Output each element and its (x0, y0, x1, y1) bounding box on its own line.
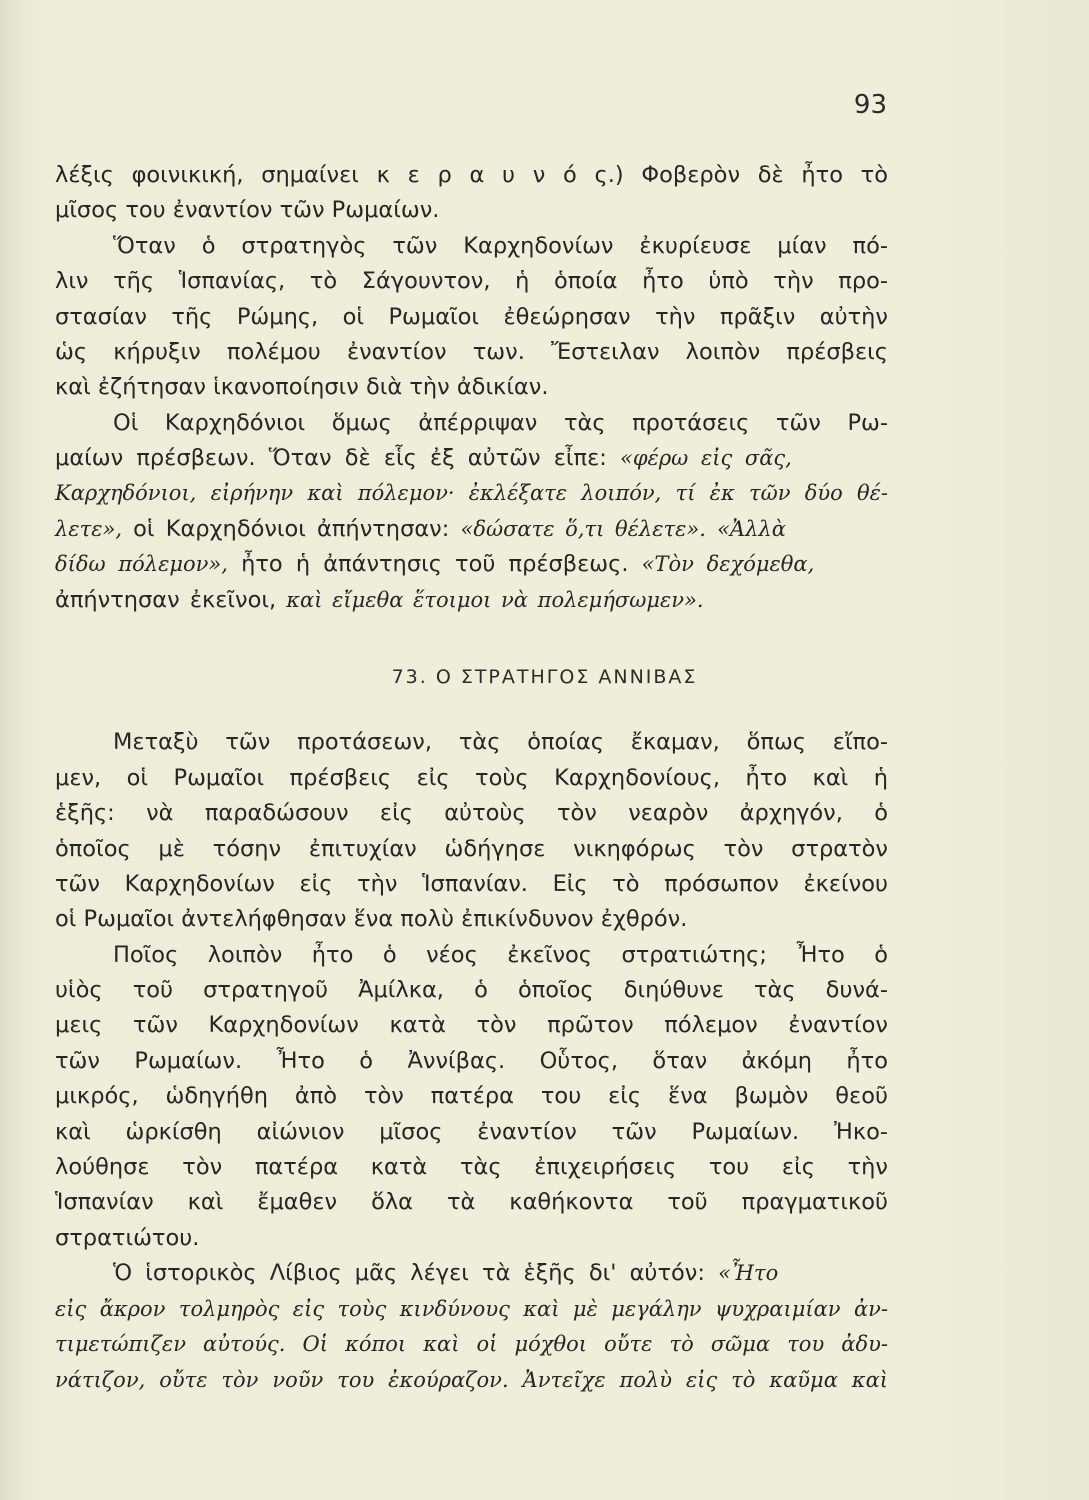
text-line: μῖσος του ἐναντίον τῶν Ρωμαίων. (55, 197, 440, 223)
text-line: λούθησε τὸν πατέρα κατὰ τὰς ἐπιχειρήσεις του εἰς τὴν (55, 1154, 888, 1180)
text-line: Ὅταν ὁ στρατηγὸς τῶν Καρχηδονίων ἐκυρίευσε μίαν πό- (113, 233, 888, 259)
text-line (55, 514, 888, 544)
text-line: υἱὸς τοῦ στρατηγοῦ Ἀμίλκα, ὁ ὁποῖος διηύθυνε τὰς δυνά- (55, 977, 888, 1003)
text-line: στασίαν τῆς Ρώμης, οἱ Ρωμαῖοι ἐθεώρησαν τὴν πρᾶξιν αὐτὴν (55, 304, 888, 330)
text-line: ἑξῆς: νὰ παραδώσουν εἰς αὐτοὺς τὸν νεαρὸν ἀρχηγόν, ὁ (55, 800, 888, 826)
text-line: τῶν Καρχηδονίων εἰς τὴν Ἱσπανίαν. Εἰς τὸ πρόσωπον ἐκείνου (55, 871, 888, 897)
text-line: τῶν Ρωμαίων. Ἦτο ὁ Ἀννίβας. Οὗτος, ὅταν ἀκόμη ἦτο (55, 1048, 888, 1074)
text-line: Ἱσπανίαν καὶ ἔμαθεν ὅλα τὰ καθήκοντα τοῦ πραγματικοῦ (55, 1189, 888, 1215)
quoted-speech: δίδω πόλεμον», (55, 552, 228, 576)
text-line: μεν, οἱ Ρωμαῖοι πρέσβεις εἰς τοὺς Καρχηδονίους, ἦτο καὶ ἡ (55, 765, 888, 791)
text-line (55, 443, 888, 473)
text-line: οἱ Ρωμαῖοι ἀντελήφθησαν ἕνα πολὺ ἐπικίνδυνον ἐχθρόν. (55, 906, 688, 932)
quoted-speech-line: τιμετώπιζεν αὐτούς. Οἱ κόποι καὶ οἱ μόχθοι οὔτε τὸ σῶμα του ἀδυ- (55, 1332, 888, 1356)
text-line: Οἱ Καρχηδόνιοι ὅμως ἀπέρριψαν τὰς προτάσεις τῶν Ρω- (113, 410, 888, 436)
quoted-speech-line: νάτιζον, οὔτε τὸν νοῦν του ἐκούραζον. Ἀντεῖχε πολὺ εἰς τὸ καῦμα καὶ (55, 1368, 888, 1392)
section-heading-text: 73. Ο ΣΤΡΑΤΗΓΟΣ ΑΝΝΙΒΑΣ (391, 666, 698, 688)
text-line (55, 549, 888, 579)
text-line: καὶ ὡρκίσθη αἰώνιον μῖσος ἐναντίον τῶν Ρωμαίων. Ἠκο- (55, 1119, 888, 1145)
text-run: Ὁ ἱστορικὸς Λίβιος μᾶς λέγει τὰ ἑξῆς δι' αὐτόν: (113, 1260, 705, 1286)
text-line: Ποῖος λοιπὸν ἦτο ὁ νέος ἐκεῖνος στρατιώτης; Ἦτο ὁ (113, 942, 888, 968)
text-line: στρατιώτου. (55, 1225, 200, 1251)
text-run: μαίων πρέσβεων. Ὅταν δὲ εἷς ἐξ αὐτῶν εἶπε: (55, 445, 607, 471)
text-line: λέξις φοινικική, σημαίνει κ ε ρ α υ ν ό ς.) Φοβερὸν δὲ ἦτο τὸ (55, 162, 888, 188)
text-line: λιν τῆς Ἱσπανίας, τὸ Σάγουντον, ἡ ὁποία ἦτο ὑπὸ τὴν προ- (55, 268, 888, 294)
text-line: μικρός, ὡδηγήθη ἀπὸ τὸν πατέρα του εἰς ἕνα βωμὸν θεοῦ (55, 1083, 888, 1109)
text-line (113, 1258, 888, 1288)
quoted-speech: λετε», (55, 517, 122, 541)
page-number: 93 (853, 90, 887, 120)
quoted-speech: «Ἦτο (718, 1261, 779, 1285)
quoted-speech: καὶ εἴμεθα ἕτοιμοι νὰ πολεμήσωμεν». (286, 588, 704, 612)
text-line: μεις τῶν Καρχηδονίων κατὰ τὸν πρῶτον πόλεμον ἐναντίον (55, 1012, 888, 1038)
quoted-speech-line: εἰς ἄκρον τολμηρὸς εἰς τοὺς κινδύνους καὶ μὲ μεγάλην ψυχραιμίαν ἀν- (55, 1297, 888, 1321)
text-run: οἱ Καρχηδόνιοι ἀπήντησαν: (133, 516, 450, 542)
quoted-speech-line: Καρχηδόνιοι, εἰρήνην καὶ πόλεμον· ἐκλέξατε λοιπόν, τί ἐκ τῶν δύο θέ- (55, 481, 888, 505)
quoted-speech: «Ἀλλὰ (717, 517, 786, 541)
text-line: Μεταξὺ τῶν προτάσεων, τὰς ὁποίας ἔκαμαν, ὅπως εἴπο- (113, 729, 888, 755)
text-run: ἦτο ἡ ἀπάντησις τοῦ πρέσβεως. (241, 551, 629, 577)
quoted-speech: «φέρω εἰς σᾶς, (620, 446, 792, 470)
text-run: ἀπήντησαν ἐκεῖνοι, (55, 587, 277, 613)
section-heading (0, 666, 1089, 688)
quoted-speech: «δώσατε ὅ,τι θέλετε». (460, 517, 706, 541)
text-line: ὡς κήρυξιν πολέμου ἐναντίον των. Ἔστειλαν λοιπὸν πρέσβεις (55, 339, 888, 365)
text-line (55, 585, 888, 615)
quoted-speech: «Τὸν δεχόμεθα, (641, 552, 815, 576)
text-line: καὶ ἐζήτησαν ἱκανοποίησιν διὰ τὴν ἀδικίαν. (55, 374, 549, 400)
text-line: ὁποῖος μὲ τόσην ἐπιτυχίαν ὡδήγησε νικηφόρως τὸν στρατὸν (55, 836, 888, 862)
